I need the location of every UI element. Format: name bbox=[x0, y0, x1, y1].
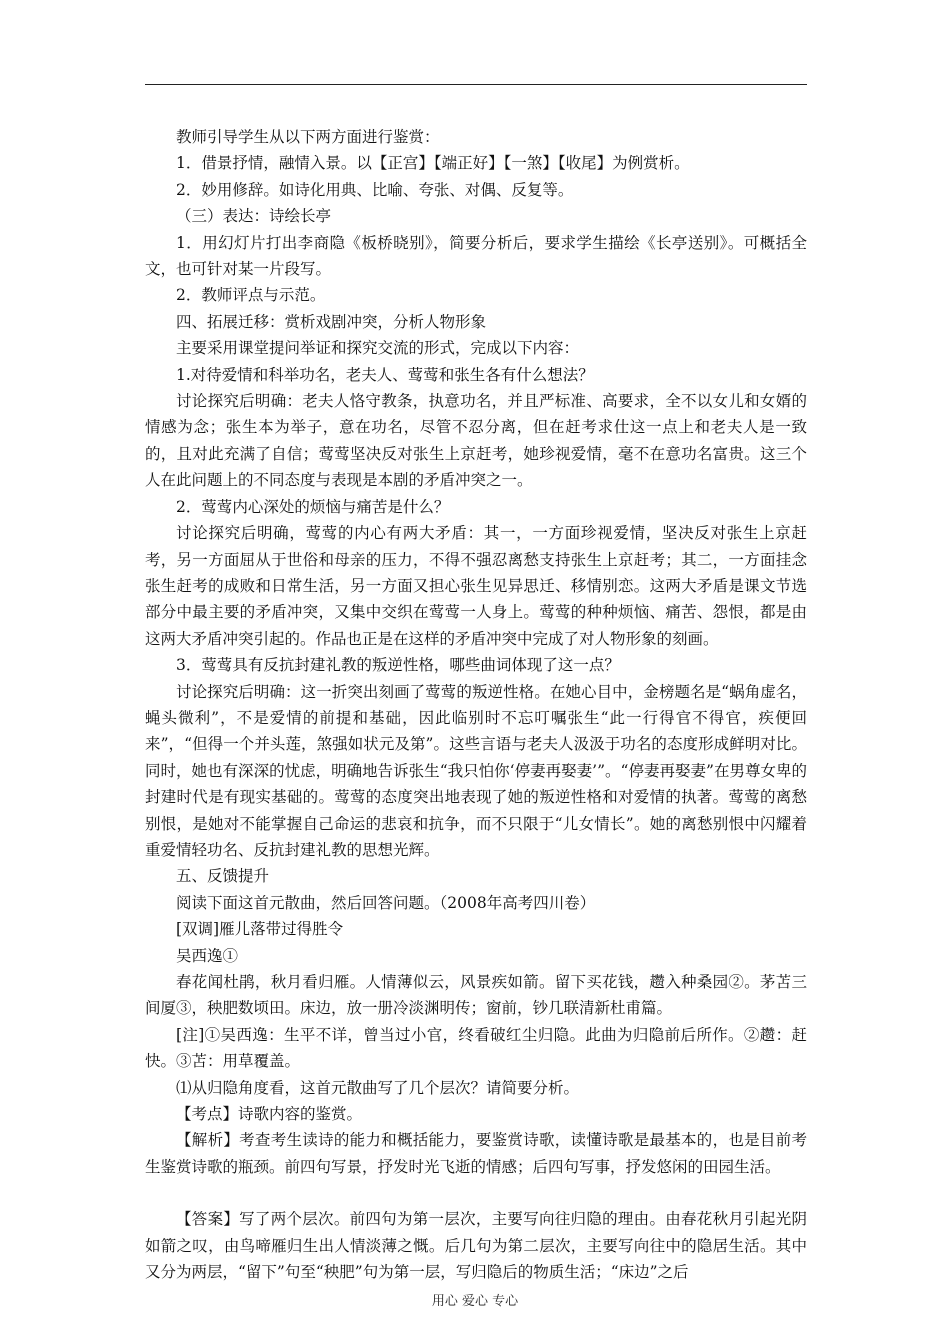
paragraph: 1．借景抒情，融情入景。以【正宫】【端正好】【一煞】【收尾】为例赏析。 bbox=[176, 154, 690, 173]
paragraph: 3．莺莺具有反抗封建礼教的叛逆性格，哪些曲词体现了这一点？ bbox=[176, 656, 620, 675]
paragraph: 教师引导学生从以下两方面进行鉴赏： bbox=[176, 128, 440, 146]
paragraph: 【解析】考查考生读诗的能力和概括能力，要鉴赏诗歌，读懂诗歌是最基本的，也是目前考生鉴赏诗歌的瓶颈。前四句写景，抒发时光飞逝的情感；后四句写事，抒发悠闲的田园生活。 bbox=[145, 1131, 807, 1176]
paragraph: 吴西逸① bbox=[176, 946, 239, 965]
paragraph: 五、反馈提升 bbox=[176, 867, 270, 886]
paragraph: 讨论探究后明确：这一折突出刻画了莺莺的叛逆性格。在她心目中，金榜题名是“蜗角虚名，蝇头微利”，不是爱情的前提和基础，因此临别时不忘叮嘱张生“此一行得官不得官，疾便回来”，“但得一个并头莲，煞强如状元及第”。这些言语与老夫人汲汲于功名的态度形成鲜明对比。同时，她也有深深的忧虑，明确地告诉张生“我只怕你‘停妻再娶妻’”。“停妻再娶妻”在男尊女卑的封建时代是有现实基础的。莺莺的态度突出地表现了她的叛逆性格和对爱情的执著。莺莺的离愁别恨，是她对不能掌握自己命运的悲哀和抗争，而不只限于“儿女情长”。她的离愁别恨中闪耀着重爱情轻功名、反抗封建礼教的思想光辉。 bbox=[145, 682, 807, 859]
paragraph: 讨论探究后明确：老夫人恪守教条，执意功名，并且严标准、高要求，全不以女儿和女婿的情感为念；张生本为举子，意在功名，尽管不忍分离，但在赶考求仕这一点上和老夫人是一致的，且对此充满了自信；莺莺坚决反对张生上京赶考，她珍视爱情，毫不在意功名富贵。这三个人在此问题上的不同态度与表现是本剧的矛盾冲突之一。 bbox=[145, 392, 807, 490]
paragraph: [注]①吴西逸：生平不详，曾当过小官，终看破红尘归隐。此曲为归隐前后所作。②趱：赶快。③苫：用草覆盖。 bbox=[145, 1025, 807, 1071]
paragraph: 春花闻杜鹃，秋月看归雁。人情薄似云，风景疾如箭。留下买花钱，趱入种桑园②。茅苫三间厦③，秧肥数顷田。床边，放一册冷淡渊明传；窗前，钞几联清新杜甫篇。 bbox=[145, 973, 807, 1018]
page-footer: 用心 爱心 专心 bbox=[431, 1294, 519, 1309]
paragraph: 讨论探究后明确，莺莺的内心有两大矛盾：其一，一方面珍视爱情，坚决反对张生上京赶考，另一方面屈从于世俗和母亲的压力，不得不强忍离愁支持张生上京赶考；其二，一方面挂念张生赶考的成败和日常生活，另一方面又担心张生见异思迁、移情别恋。这两大矛盾是课文节选部分中最主要的矛盾冲突，又集中交织在莺莺一人身上。莺莺的种种烦恼、痛苦、怨恨，都是由这两大矛盾冲突引起的。作品也正是在这样的矛盾冲突中完成了对人物形象的刻画。 bbox=[145, 524, 807, 648]
paragraph: 阅读下面这首元散曲，然后回答问题。（2008年高考四川卷） bbox=[176, 893, 596, 912]
paragraph: 1.对待爱情和科举功名，老夫人、莺莺和张生各有什么想法？ bbox=[176, 365, 594, 384]
paragraph: 主要采用课堂提问举证和探究交流的形式，完成以下内容： bbox=[176, 339, 580, 358]
document-body bbox=[145, 124, 807, 1285]
paragraph: （三）表达：诗绘长亭 bbox=[176, 207, 332, 226]
paragraph: [双调]雁儿落带过得胜令 bbox=[176, 920, 344, 939]
paragraph: 1．用幻灯片打出李商隐《板桥晓别》，简要分析后，要求学生描绘《长亭送别》。可概括全文，也可针对某一片段写。 bbox=[145, 233, 807, 279]
paragraph: 【考点】诗歌内容的鉴赏。 bbox=[176, 1105, 363, 1124]
paragraph: 【答案】写了两个层次。前四句为第一层次，主要写向往归隐的理由。由春花秋月引起光阴如箭之叹，由鸟啼雁归生出人情淡薄之慨。后几句为第二层次，主要写向往中的隐居生活。其中又分为两层，“留下”句至“秧肥”句为第一层，写归隐后的物质生活；“床边”之后 bbox=[145, 1210, 807, 1282]
paragraph: 2．教师评点与示范。 bbox=[176, 286, 326, 305]
paragraph: ⑴从归隐角度看，这首元散曲写了几个层次？请简要分析。 bbox=[176, 1078, 580, 1097]
paragraph: 2．妙用修辞。如诗化用典、比喻、夸张、对偶、反复等。 bbox=[176, 180, 574, 199]
paragraph: 四、拓展迁移：赏析戏剧冲突，分析人物形象 bbox=[176, 312, 487, 331]
paragraph: 2．莺莺内心深处的烦恼与痛苦是什么？ bbox=[176, 497, 450, 516]
header-rule bbox=[145, 84, 807, 85]
